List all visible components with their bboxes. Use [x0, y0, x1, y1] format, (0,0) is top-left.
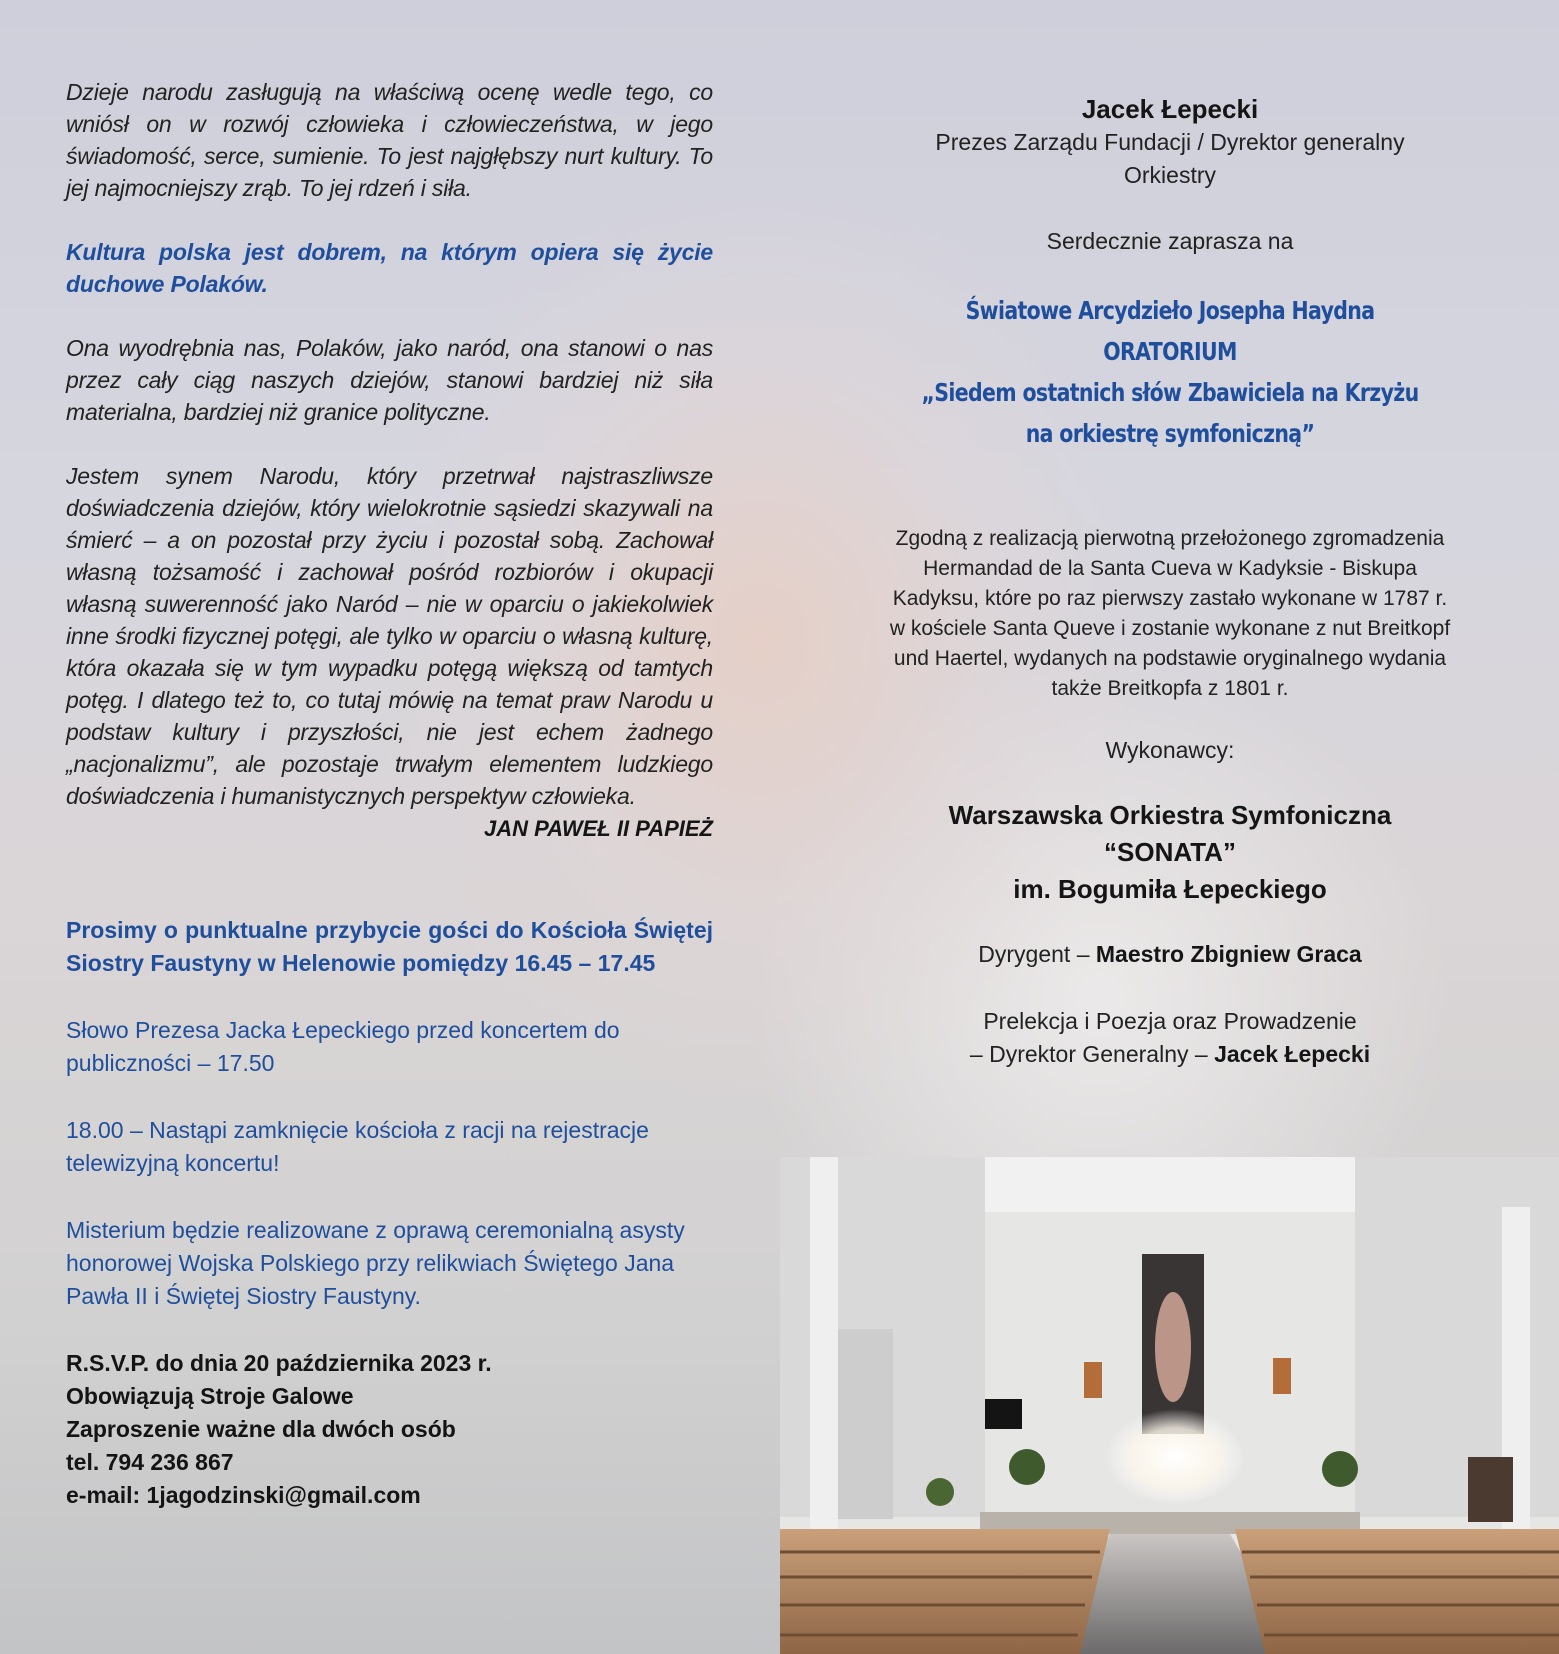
quote-paragraph-2-highlight: Kultura polska jest dobrem, na którym opiera się życie duchowe Polaków.	[66, 239, 713, 297]
orchestra-line-2: “SONATA”	[1104, 837, 1236, 867]
altar-light	[1105, 1409, 1245, 1505]
conductor	[830, 938, 1510, 971]
invite-text: Serdecznie zaprasza na	[1046, 228, 1294, 254]
invitation-validity: Zaproszenie ważne dla dwóch osób	[66, 1416, 456, 1442]
event-title-line-2: ORATORIUM	[1103, 337, 1237, 366]
description-line: także Breitkopfa z 1801 r.	[1051, 677, 1289, 700]
dress-code: Obowiązują Stroje Galowe	[66, 1383, 354, 1409]
quote-signature: JAN PAWEŁ II PAPIEŻ	[484, 816, 713, 841]
quote-paragraph-1: Dzieje narodu zasługują na właściwą ocenę wedle tego, co wniósł on w rozwój człowieka i człowieczeństwa, w jego świadomość, serce, sumienie. To jest najgłębszy nurt kultury. To jej najmocniejszy zrąb. To jej rdzeń i siła.	[66, 79, 713, 201]
side-door	[1468, 1457, 1513, 1522]
rsvp-deadline: R.S.V.P. do dnia 20 października 2023 r.	[66, 1350, 492, 1376]
pews-left	[780, 1529, 1110, 1654]
church-interior-photo	[780, 1157, 1559, 1654]
description-line: w kościele Santa Queve i zostanie wykonane z nut Breitkopf	[889, 617, 1451, 640]
arrival-notice: Prosimy o punktualne przybycie gości do Kościoła Świętej Siostry Faustyny w Helenowie pomiędzy 16.45 – 17.45	[66, 917, 713, 976]
description-line: und Haertel, wydanych na podstawie oryginalnego wydania	[893, 647, 1447, 670]
plant-right	[1322, 1451, 1358, 1487]
left-pillar	[810, 1157, 838, 1537]
pews-right	[1235, 1529, 1559, 1654]
contact-phone[interactable]: tel. 794 236 867	[66, 1449, 234, 1475]
quote-paragraph-3: Ona wyodrębnia nas, Polaków, jako naród, ona stanowi o nas przez cały ciąg naszych dziejów, stanowi bardziej niż siła materialna, bardziej niż granice polityczne.	[66, 335, 713, 425]
performers-label: Wykonawcy:	[1105, 737, 1235, 763]
ceiling	[985, 1157, 1355, 1212]
presenter-line-2	[830, 1038, 1510, 1071]
presenter	[830, 1005, 1510, 1071]
orchestra-name	[830, 797, 1510, 908]
presenter-name: Jacek Łepecki	[1214, 1041, 1371, 1067]
host-title-line-1: Prezes Zarządu Fundacji / Dyrektor generalny	[935, 129, 1405, 155]
event-title-line-3: „Siedem ostatnich słów Zbawiciela na Krzyżu	[921, 378, 1419, 407]
speech-notice: Słowo Prezesa Jacka Łepeckiego przed koncertem do publiczności – 17.50	[66, 1017, 620, 1076]
ceremony-notice: Misterium będzie realizowane z oprawą ceremonialną asysty honorowej Wojska Polskiego przy relikwiach Świętego Jana Pawła II i Świętej Siostry Faustyny.	[66, 1217, 685, 1309]
portrait-left	[1084, 1362, 1102, 1398]
host-title-line-2: Orkiestry	[1124, 162, 1216, 188]
conductor-name: Maestro Zbigniew Graca	[1095, 941, 1362, 967]
event-info	[66, 914, 713, 1313]
orchestra-line-1: Warszawska Orkiestra Symfoniczna	[948, 800, 1392, 830]
right-column	[830, 92, 1510, 1071]
quote-paragraph-4: Jestem synem Narodu, który przetrwał najstraszliwsze doświadczenia dziejów, który wielokrotnie sąsiedzi skazywali na śmierć – a on pozostał przy życiu i pozostał sobą. Zachował własną tożsamość i zachował pośród rozbiorów i okupacji własną suwerenność jako Naród – nie w oparciu o jakiekolwiek inne środki fizycznej potęgi, ale tylko w oparciu o własną kulturę, która okazała się w tym wypadku potęgą większą od tamtych potęg. I dlatego też to, co tutaj mówię na temat praw Narodu u podstaw kultury i przyszłości, nie jest echem żadnego „nacjonalizmu”, ale pozostaje trwałym elementem ludzkiego doświadczenia i humanistycznych perspektyw człowieka.	[66, 463, 713, 809]
plant-left-2	[926, 1478, 954, 1506]
description-line: Hermandad de la Santa Cueva w Kadyksie - Biskupa	[923, 557, 1417, 580]
closing-notice: 18.00 – Nastąpi zamknięcie kościoła z racji na rejestracje telewizyjną koncertu!	[66, 1117, 649, 1176]
left-column	[66, 76, 713, 1512]
church-interior-illustration	[780, 1157, 1559, 1654]
left-alcove	[838, 1329, 893, 1519]
presenter-line-1: Prelekcja i Poezja oraz Prowadzenie	[983, 1008, 1357, 1034]
event-title	[830, 290, 1510, 454]
rsvp-block	[66, 1347, 713, 1512]
description-line: Kadyksu, które po raz pierwszy zastało wykonane w 1787 r.	[892, 587, 1448, 610]
conductor-label: Dyrygent –	[978, 941, 1096, 967]
host-name: Jacek Łepecki	[1081, 94, 1259, 124]
plant-left	[1009, 1449, 1045, 1485]
tv-screen	[985, 1399, 1022, 1429]
contact-email[interactable]: e-mail: 1jagodzinski@gmail.com	[66, 1482, 421, 1508]
papal-quote	[66, 76, 713, 844]
description-line: Zgodną z realizacją pierwotną przełożonego zgromadzenia	[895, 527, 1445, 550]
banner-figure	[1155, 1292, 1191, 1402]
orchestra-line-3: im. Bogumiła Łepeckiego	[1013, 874, 1327, 904]
event-description	[830, 524, 1510, 704]
event-title-line-1: Światowe Arcydzieło Josepha Haydna	[965, 296, 1375, 325]
event-title-line-4: na orkiestrę symfoniczną”	[1025, 419, 1315, 448]
portrait-right	[1273, 1358, 1291, 1394]
presenter-label: – Dyrektor Generalny –	[969, 1041, 1215, 1067]
